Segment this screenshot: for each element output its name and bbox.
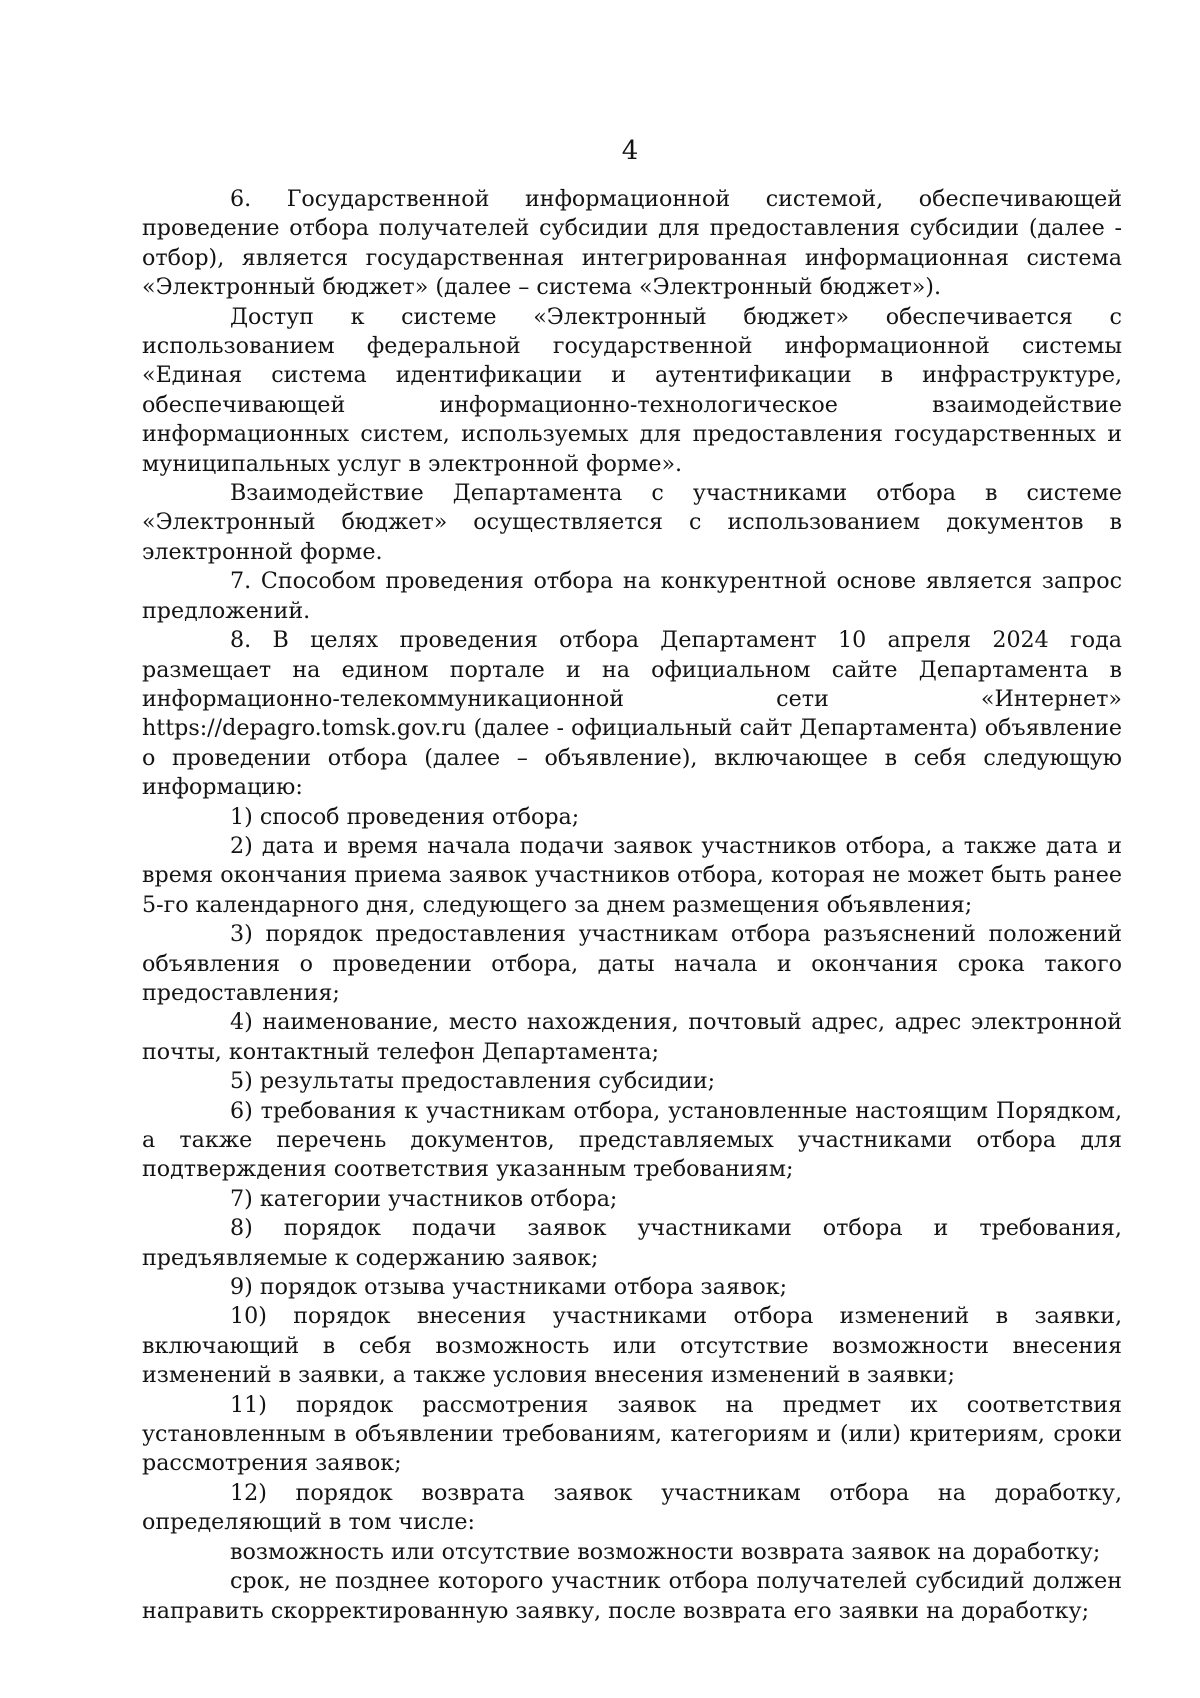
- paragraph-interaction: Взаимодействие Департамента с участниками отбора в системе «Электронный бюджет» осуществляется с использованием документов в электронной форме.: [142, 480, 1122, 565]
- list-item-10: 10) порядок внесения участниками отбора изменений в заявки, включающий в себя возможность или отсутствие возможности внесения изменений в заявки, а также условия внесения изменений в заявки;: [142, 1303, 1122, 1389]
- list-item-12: 12) порядок возврата заявок участникам отбора на доработку, определяющий в том числе:: [142, 1479, 1122, 1536]
- page-number: 4: [621, 136, 639, 166]
- list-item-9: 9) порядок отзыва участниками отбора заявок;: [230, 1274, 788, 1301]
- list-item-12-sub-2: срок, не позднее которого участник отбора получателей субсидий должен направить скорректированную заявку, после возврата его заявки на доработку;: [142, 1568, 1122, 1624]
- list-item-6: 6) требования к участникам отбора, установленные настоящим Порядком, а также перечень документов, представляемых участниками отбора для подтверждения соответствия указанным требованиям;: [142, 1097, 1122, 1183]
- list-item-5: 5) результаты предоставления субсидии;: [230, 1068, 716, 1095]
- list-item-3: 3) порядок предоставления участникам отбора разъяснений положений объявления о проведении отбора, даты начала и окончания срока такого предоставления;: [142, 921, 1122, 1006]
- paragraph-6-information-system: 6. Государственной информационной системой, обеспечивающей проведение отбора получателей субсидии для предоставления субсидии (далее - отбор), является государственная интегрированная информационная система «Электронный бюджет» (далее – система «Электронный бюджет»).: [142, 186, 1122, 301]
- document-body: [142, 185, 1122, 1626]
- paragraph-7-selection-method: 7. Способом проведения отбора на конкурентной основе является запрос предложений.: [142, 568, 1122, 624]
- list-item-12-sub-1: возможность или отсутствие возможности возврата заявок на доработку;: [230, 1538, 1101, 1565]
- list-item-2: 2) дата и время начала подачи заявок участников отбора, а также дата и время окончания приема заявок участников отбора, которая не может быть ранее 5-го календарного дня, следующего за днем размещения объявления;: [142, 832, 1122, 918]
- paragraph-8-announcement: 8. В целях проведения отбора Департамент 10 апреля 2024 года размещает на едином портале и на официальном сайте Департамента в информационно-телекоммуникационной сети «Интернет» https://depagro.tomsk.gov.ru (далее - официальный сайт Департамента) объявление о проведении отбора (далее – объявление), включающее в себя следующую информацию:: [142, 627, 1122, 801]
- list-item-7: 7) категории участников отбора;: [230, 1185, 618, 1212]
- list-item-8: 8) порядок подачи заявок участниками отбора и требования, предъявляемые к содержанию заявок;: [142, 1215, 1122, 1271]
- paragraph-access-to-system: Доступ к системе «Электронный бюджет» обеспечивается с использованием федеральной государственной информационной системы «Единая система идентификации и аутентификации в инфраструктуре, обеспечивающей информационно-технологическое взаимодействие информационных систем, используемых для предоставления государственных и муниципальных услуг в электронной форме».: [142, 303, 1122, 477]
- list-item-4: 4) наименование, место нахождения, почтовый адрес, адрес электронной почты, контактный телефон Департамента;: [142, 1009, 1122, 1065]
- list-item-11: 11) порядок рассмотрения заявок на предмет их соответствия установленным в объявлении требованиям, категориям и (или) критериям, сроки рассмотрения заявок;: [142, 1391, 1122, 1477]
- list-item-1: 1) способ проведения отбора;: [230, 803, 580, 830]
